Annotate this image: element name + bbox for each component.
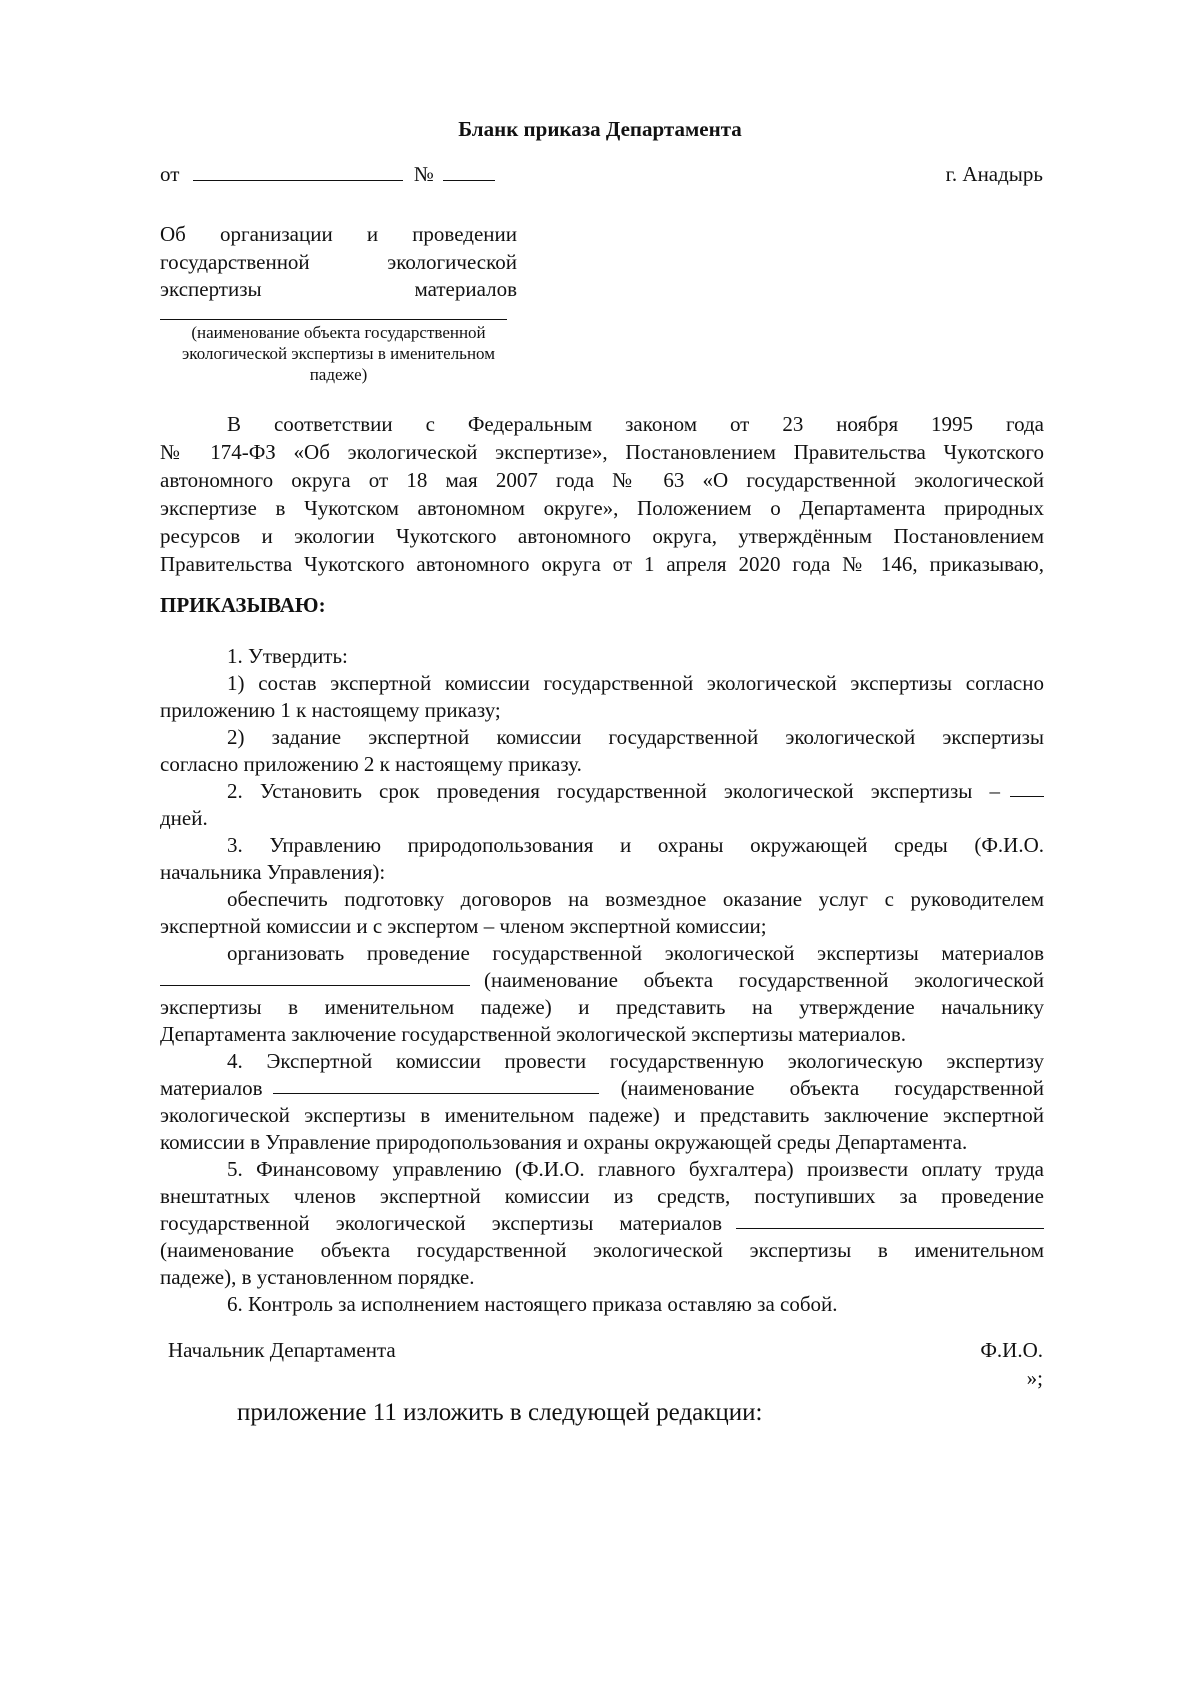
subject-word: организации	[219, 222, 333, 246]
item6-line: 6. Контроль за исполнением настоящего приказа оставляю за собой.	[227, 1292, 838, 1316]
subject-word: материалов	[414, 277, 517, 301]
item3-line: начальника Управления):	[160, 860, 386, 884]
item5-text: государственной экологической экспертизы материалов	[160, 1211, 722, 1235]
subject-blank-line	[160, 319, 507, 320]
subject-note-line: экологической экспертизы в именительном	[182, 344, 495, 363]
item3-line: организовать проведение государственной экологической экспертизы материалов	[227, 941, 1044, 965]
preamble-line: ресурсов и экологии Чукотского автономного округа, утверждённым Постановлением	[160, 524, 1044, 548]
subject-line-3	[160, 275, 517, 303]
item5-line: внештатных членов экспертной комиссии из средств, поступивших за проведение	[160, 1184, 1044, 1208]
subject-word: Об	[160, 222, 186, 246]
subject-word: государственной	[160, 250, 310, 274]
item2-text: 2. Установить срок проведения государственной экологической экспертизы –	[227, 779, 1000, 803]
item4-blank-line	[160, 1075, 1044, 1102]
item3-blank-line	[160, 967, 1044, 994]
item5-line: падеже), в установленном порядке.	[160, 1265, 475, 1289]
subject-line-1	[160, 220, 517, 248]
item1-line: приложению 1 к настоящему приказу;	[160, 698, 501, 722]
days-blank	[1010, 778, 1044, 797]
item5-blank-line	[160, 1210, 1044, 1237]
number-blank	[443, 162, 495, 181]
item4-text: материалов	[160, 1076, 263, 1100]
appendix-line: приложение 11 изложить в следующей редакции:	[237, 1399, 763, 1426]
item1-line: согласно приложению 2 к настоящему приказу.	[160, 752, 582, 776]
document-title: Бланк приказа Департамента	[458, 117, 742, 141]
preamble	[160, 410, 1044, 578]
subject-word: экспертизы	[160, 277, 262, 301]
signature-name: Ф.И.О.	[980, 1338, 1043, 1362]
date-prefix: от	[160, 162, 180, 186]
subject-word: и	[366, 222, 379, 246]
item4-text: (наименование объекта государственной	[620, 1076, 1044, 1100]
preamble-line: Правительства Чукотского автономного округа от 1 апреля 2020 года № 146, приказываю,	[160, 552, 1044, 576]
item3-line: обеспечить подготовку договоров на возмездное оказание услуг с руководителем	[227, 887, 1044, 911]
item4-line: экологической экспертизы в именительном падеже) и представить заключение экспертной	[160, 1103, 1044, 1127]
subject-line-2	[160, 248, 517, 276]
subject-note-line: падеже)	[309, 365, 368, 384]
preamble-line: В соответствии с Федеральным законом от 23 ноября 1995 года	[227, 412, 1044, 436]
object-name-blank	[736, 1210, 1044, 1229]
item4-line: комиссии в Управление природопользования и охраны окружающей среды Департамента.	[160, 1130, 968, 1154]
item3-line: экспертной комиссии и с экспертом – членом экспертной комиссии;	[160, 914, 767, 938]
object-name-blank	[273, 1075, 599, 1094]
city-label: г. Анадырь	[945, 162, 1043, 186]
subject-word: проведении	[412, 222, 517, 246]
subject-word: экологической	[387, 250, 517, 274]
order-items	[160, 643, 1044, 1318]
item3-line: Департамента заключение государственной экологической экспертизы материалов.	[160, 1022, 907, 1046]
signature-title: Начальник Департамента	[168, 1338, 396, 1362]
preamble-line: автономного округа от 18 мая 2007 года № 63 «О государственной экологической	[160, 468, 1044, 492]
subject-note	[160, 322, 517, 385]
item1-line: 1) состав экспертной комиссии государственной экологической экспертизы согласно	[227, 671, 1044, 695]
item3-line: 3. Управлению природопользования и охраны окружающей среды (Ф.И.О.	[227, 833, 1044, 857]
item1-line: 2) задание экспертной комиссии государственной экологической экспертизы	[227, 725, 1044, 749]
subject-note-line: (наименование объекта государственной	[191, 323, 486, 342]
date-blank	[193, 162, 403, 181]
order-heading: ПРИКАЗЫВАЮ:	[160, 593, 326, 617]
item3-line: экспертизы в именительном падеже) и представить на утверждение начальнику	[160, 995, 1044, 1019]
item2-line-1	[160, 778, 1044, 805]
item5-line: (наименование объекта государственной экологической экспертизы в именительном	[160, 1238, 1044, 1262]
item2-line: дней.	[160, 806, 208, 830]
item4-line: 4. Экспертной комиссии провести государственную экологическую экспертизу	[227, 1049, 1044, 1073]
preamble-line: № 174-ФЗ «Об экологической экспертизе», Постановлением Правительства Чукотского	[160, 440, 1044, 464]
preamble-line: экспертизе в Чукотском автономном округе», Положением о Департамента природных	[160, 496, 1044, 520]
item3-text: (наименование объекта государственной экологической	[484, 968, 1044, 992]
item5-line: 5. Финансовому управлению (Ф.И.О. главного бухгалтера) произвести оплату труда	[227, 1157, 1044, 1181]
closing-quote: »;	[1026, 1366, 1043, 1390]
number-sign: №	[413, 162, 434, 186]
object-name-blank	[160, 967, 470, 986]
date-number-row	[160, 160, 495, 188]
item1-line: 1. Утвердить:	[227, 644, 348, 668]
